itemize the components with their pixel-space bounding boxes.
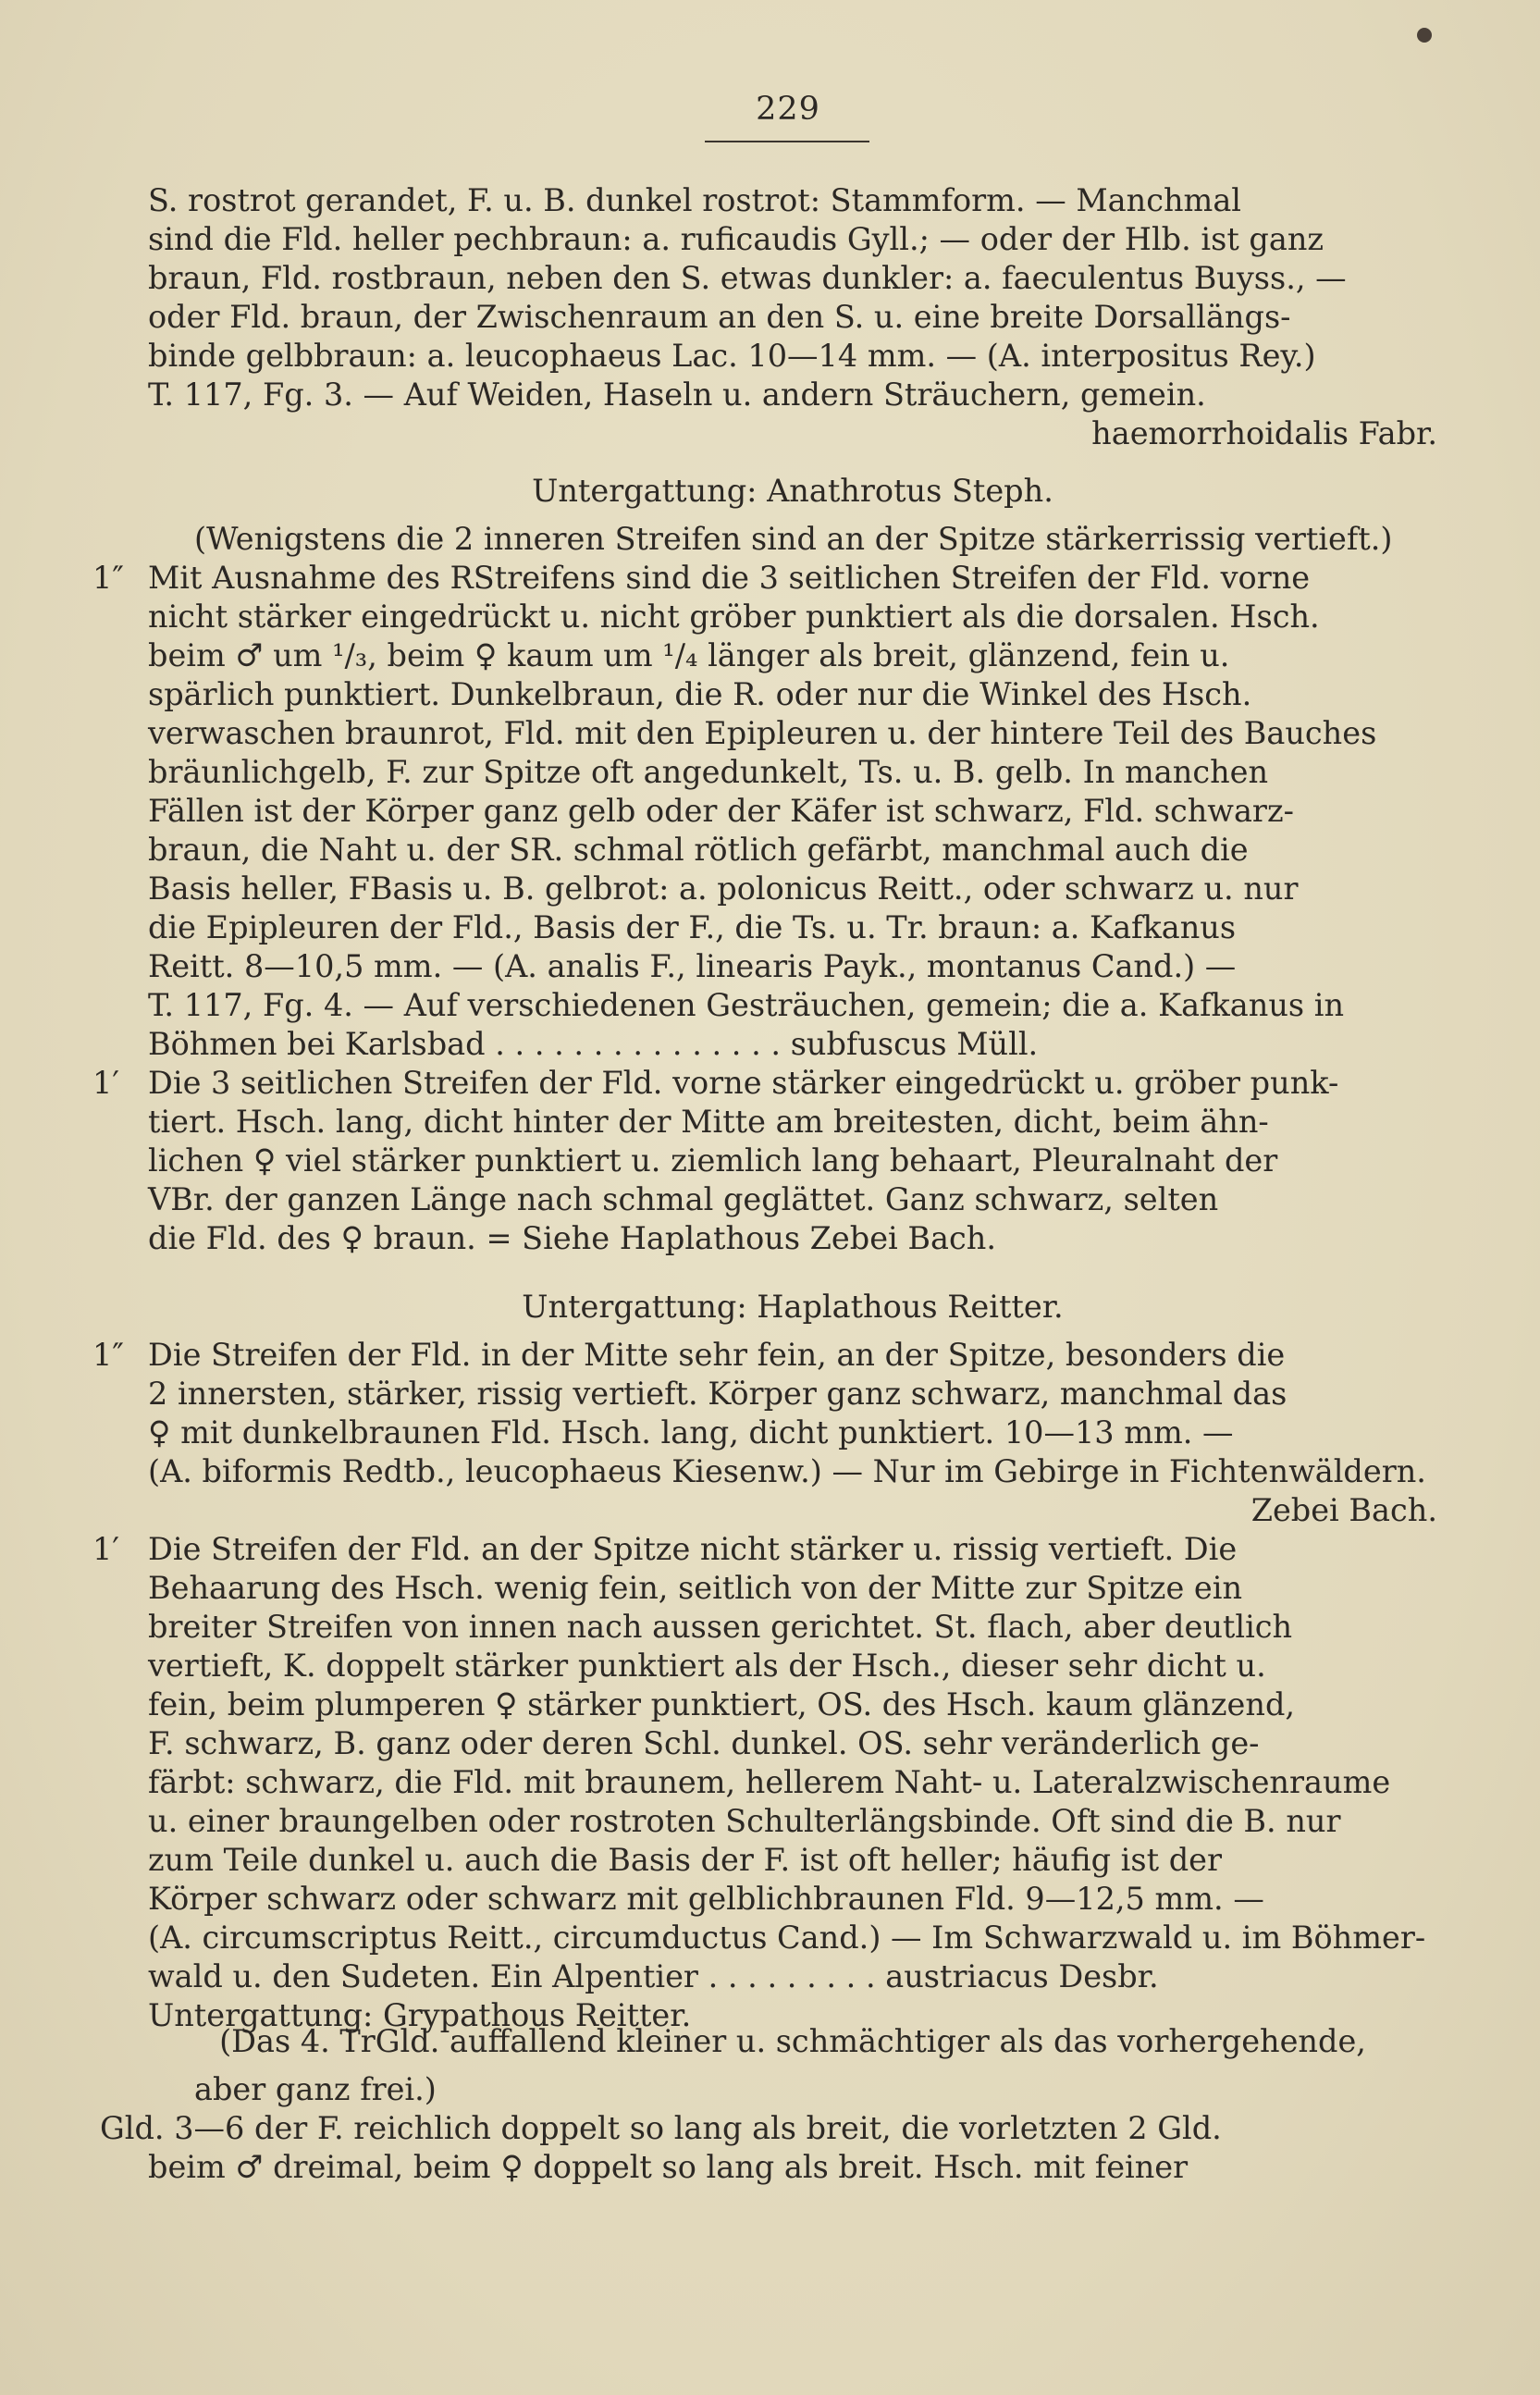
text-line: F. schwarz, B. ganz oder deren Schl. dunkel. OS. sehr veränderlich ge- [148,1725,1260,1761]
couplet-marker: 1′ [92,1065,119,1101]
text-line: Fällen ist der Körper ganz gelb oder der Käfer ist schwarz, Fld. schwarz- [148,793,1294,829]
text-line: ♀ mit dunkelbraunen Fld. Hsch. lang, dicht punktiert. 10—13 mm. — [148,1414,1234,1451]
text-line: verwaschen braunrot, Fld. mit den Epipleuren u. der hintere Teil des Bauches [148,715,1377,751]
text-line: Die Streifen der Fld. an der Spitze nicht stärker u. rissig vertieft. Die [148,1531,1238,1567]
text-line: die Epipleuren der Fld., Basis der F., die Ts. u. Tr. braun: a. Kafkanus [148,909,1237,945]
text-line: wald u. den Sudeten. Ein Alpentier . . . . . . . . . austriacus Desbr. [148,1958,1159,1994]
subgenus-heading: (Das 4. TrGld. auffallend kleiner u. schmächtiger als das vorhergehende, [219,2023,1366,2059]
text-line: (A. circumscriptus Reitt., circumductus Cand.) — Im Schwarzwald u. im Böhmer- [148,1920,1426,1956]
species-line: Untergattung: Grypathous Reitter. [148,1997,692,2033]
subgenus-heading: Untergattung: Anathrotus Steph. [532,473,1053,509]
text-line: Mit Ausnahme des RStreifens sind die 3 seitlichen Streifen der Fld. vorne [148,560,1311,596]
text-line: (A. biformis Redtb., leucophaeus Kiesenw.) — Nur im Gebirge in Fichtenwäldern. [148,1453,1426,1489]
species-name-line: Zebei Bach. [1250,1492,1437,1528]
text-line: lichen ♀ viel stärker punktiert u. ziemlich lang behaart, Pleuralnaht der [148,1142,1278,1179]
text-line: die Fld. des ♀ braun. = Siehe Haplathous Zebei Bach. [148,1220,996,1256]
text-line: Basis heller, FBasis u. B. gelbrot: a. polonicus Reitt., oder schwarz u. nur [148,870,1299,907]
text-line: vertieft, K. doppelt stärker punktiert als der Hsch., dieser sehr dicht u. [148,1648,1266,1684]
species-name-line: haemorrhoidalis Fabr. [1091,415,1437,451]
text-line: u. einer braungelben oder rostroten Schulterlängsbinde. Oft sind die B. nur [148,1803,1341,1839]
text-line: tiert. Hsch. lang, dicht hinter der Mitte am breitesten, dicht, beim ähn- [148,1104,1269,1140]
text-line: Gld. 3—6 der F. reichlich doppelt so lang als breit, die vorletzten 2 Gld. [100,2110,1222,2146]
text-line: S. rostrot gerandet, F. u. B. dunkel rostrot: Stammform. — Manchmal [148,182,1242,218]
text-line: Körper schwarz oder schwarz mit gelblichbraunen Fld. 9—12,5 mm. — [148,1881,1264,1917]
text-line: zum Teile dunkel u. auch die Basis der F. ist oft heller; häufig ist der [148,1842,1222,1878]
ink-spot [1417,28,1432,43]
page-number: 229 [756,91,820,128]
page-number-rule [705,141,869,142]
species-line: Böhmen bei Karlsbad . . . . . . . . . . . . . . . subfuscus Müll. [148,1026,1039,1062]
text-line: braun, die Naht u. der SR. schmal rötlich gefärbt, manchmal auch die [148,832,1249,868]
text-line: Reitt. 8—10,5 mm. — (A. analis F., linearis Payk., montanus Cand.) — [148,948,1237,984]
text-line: spärlich punktiert. Dunkelbraun, die R. oder nur die Winkel des Hsch. [148,676,1252,712]
text-line: VBr. der ganzen Länge nach schmal geglättet. Ganz schwarz, selten [148,1181,1219,1217]
text-line: (Wenigstens die 2 inneren Streifen sind an der Spitze stärkerrissig vertieft.) [194,521,1393,557]
text-line: breiter Streifen von innen nach aussen gerichtet. St. flach, aber deutlich [148,1609,1293,1645]
couplet-marker: 1′ [92,1531,119,1567]
text-line: beim ♂ um ¹/₃, beim ♀ kaum um ¹/₄ länger als breit, glänzend, fein u. [148,637,1230,673]
text-line: T. 117, Fg. 3. — Auf Weiden, Haseln u. andern Sträuchern, gemein. [148,377,1206,413]
text-line: Die 3 seitlichen Streifen der Fld. vorne stärker eingedrückt u. gröber punk- [148,1065,1339,1101]
text-line: Die Streifen der Fld. in der Mitte sehr fein, an der Spitze, besonders die [148,1337,1286,1373]
text-line: sind die Fld. heller pechbraun: a. ruficaudis Gyll.; — oder der Hlb. ist ganz [148,221,1324,257]
couplet-marker: 1″ [92,1337,124,1373]
text-line: färbt: schwarz, die Fld. mit braunem, hellerem Naht- u. Lateralzwischenraume [148,1764,1391,1800]
text-line: binde gelbbraun: a. leucophaeus Lac. 10—14 mm. — (A. interpositus Rey.) [148,338,1316,374]
text-line: Behaarung des Hsch. wenig fein, seitlich von der Mitte zur Spitze ein [148,1570,1243,1606]
text-line: oder Fld. braun, der Zwischenraum an den S. u. eine breite Dorsallängs- [148,299,1291,335]
text-line: 2 innersten, stärker, rissig vertieft. Körper ganz schwarz, manchmal das [148,1376,1287,1412]
text-line: fein, beim plumperen ♀ stärker punktiert, OS. des Hsch. kaum glänzend, [148,1686,1296,1722]
text-line: T. 117, Fg. 4. — Auf verschiedenen Gesträuchen, gemein; die a. Kafkanus in [148,987,1345,1023]
text-line: braun, Fld. rostbraun, neben den S. etwas dunkler: a. faeculentus Buyss., — [148,260,1347,296]
couplet-marker: 1″ [92,560,124,596]
text-line: aber ganz frei.) [194,2071,437,2107]
text-line [148,2187,1437,2226]
text-line: bräunlichgelb, F. zur Spitze oft angedunkelt, Ts. u. B. gelb. In manchen [148,754,1269,790]
text-line: beim ♂ dreimal, beim ♀ doppelt so lang als breit. Hsch. mit feiner [148,2149,1189,2185]
subgenus-heading: Untergattung: Haplathous Reitter. [522,1289,1064,1325]
text-line: nicht stärker eingedrückt u. nicht gröber punktiert als die dorsalen. Hsch. [148,599,1320,635]
